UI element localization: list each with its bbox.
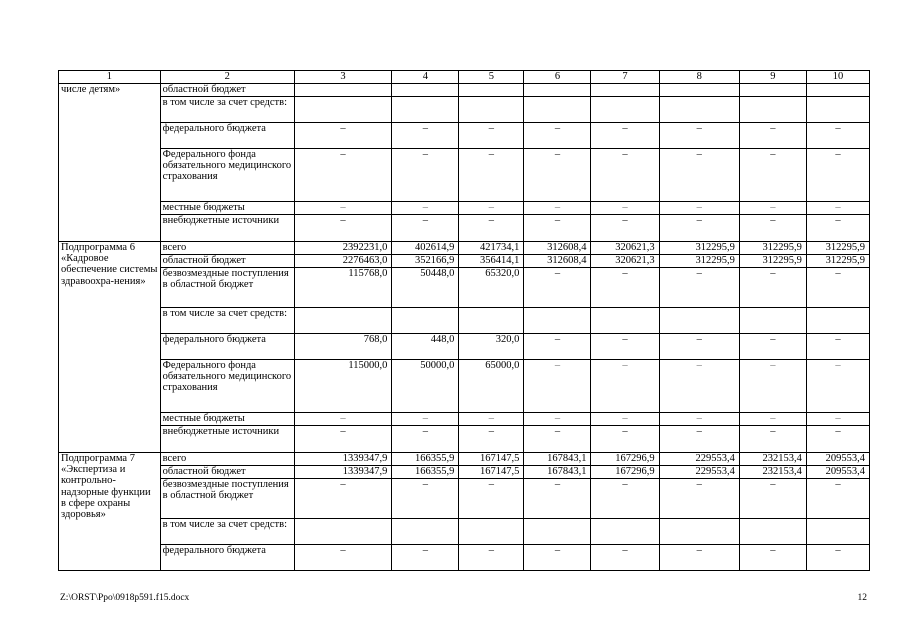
value-cell: 320621,3 (591, 255, 659, 268)
value-cell (392, 519, 459, 545)
value-cell: – (591, 202, 659, 215)
value-cell: – (392, 413, 459, 426)
value-cell: – (524, 413, 591, 426)
value-cell: – (739, 426, 806, 453)
value-cell (659, 519, 739, 545)
header-cell: 1 (59, 71, 161, 84)
value-cell: – (392, 202, 459, 215)
value-cell: 312295,9 (659, 255, 739, 268)
value-cell: – (294, 215, 392, 242)
value-cell: – (459, 202, 524, 215)
value-cell (591, 97, 659, 123)
value-cell (294, 308, 392, 334)
source-label-cell: местные бюджеты (160, 202, 294, 215)
value-cell (459, 97, 524, 123)
table-row (59, 202, 870, 215)
value-cell: 229553,4 (659, 466, 739, 479)
value-cell (659, 84, 739, 97)
value-cell: – (524, 334, 591, 360)
value-cell (659, 97, 739, 123)
value-cell: – (524, 479, 591, 519)
source-label-cell: федерального бюджета (160, 545, 294, 571)
value-cell: – (806, 334, 869, 360)
value-cell: 312608,4 (524, 255, 591, 268)
value-cell (659, 308, 739, 334)
value-cell: – (739, 149, 806, 202)
value-cell: – (459, 215, 524, 242)
source-label-cell: областной бюджет (160, 466, 294, 479)
header-cell: 3 (294, 71, 392, 84)
value-cell: – (806, 215, 869, 242)
value-cell (591, 308, 659, 334)
program-name-cell: числе детям» (59, 84, 161, 242)
value-cell: – (659, 202, 739, 215)
source-label-cell: безвозмездные поступления в областной бюджет (160, 479, 294, 519)
value-cell: – (294, 545, 392, 571)
value-cell: 448,0 (392, 334, 459, 360)
value-cell (739, 519, 806, 545)
value-cell: – (591, 426, 659, 453)
value-cell: 229553,4 (659, 453, 739, 466)
value-cell: – (591, 215, 659, 242)
value-cell: – (739, 413, 806, 426)
value-cell: – (591, 545, 659, 571)
value-cell: 167296,9 (591, 453, 659, 466)
value-cell (591, 84, 659, 97)
value-cell: – (806, 545, 869, 571)
footer-page-number: 12 (857, 593, 867, 603)
value-cell: 65320,0 (459, 268, 524, 308)
value-cell: – (591, 334, 659, 360)
budget-table (58, 70, 870, 571)
value-cell (806, 84, 869, 97)
value-cell: – (392, 479, 459, 519)
table-row (59, 545, 870, 571)
value-cell: – (806, 413, 869, 426)
value-cell: 232153,4 (739, 466, 806, 479)
value-cell (392, 84, 459, 97)
value-cell: – (739, 545, 806, 571)
value-cell: 352166,9 (392, 255, 459, 268)
table-row (59, 479, 870, 519)
value-cell: 312295,9 (659, 242, 739, 255)
value-cell: 1339347,9 (294, 453, 392, 466)
value-cell: – (659, 479, 739, 519)
source-label-cell: в том числе за счет средств: (160, 308, 294, 334)
value-cell: – (524, 123, 591, 149)
value-cell: – (459, 479, 524, 519)
table-row (59, 453, 870, 466)
value-cell: – (659, 413, 739, 426)
table-row (59, 360, 870, 413)
value-cell (459, 84, 524, 97)
source-label-cell: федерального бюджета (160, 334, 294, 360)
value-cell: – (659, 268, 739, 308)
table-row (59, 466, 870, 479)
header-cell: 2 (160, 71, 294, 84)
value-cell: – (524, 426, 591, 453)
value-cell: – (392, 215, 459, 242)
value-cell: 320621,3 (591, 242, 659, 255)
source-label-cell: областной бюджет (160, 255, 294, 268)
value-cell: 768,0 (294, 334, 392, 360)
table-row (59, 149, 870, 202)
value-cell: 209553,4 (806, 453, 869, 466)
header-cell: 5 (459, 71, 524, 84)
value-cell: – (659, 215, 739, 242)
table-row (59, 413, 870, 426)
value-cell: 167147,5 (459, 453, 524, 466)
header-cell: 9 (739, 71, 806, 84)
value-cell (294, 97, 392, 123)
source-label-cell: всего (160, 453, 294, 466)
value-cell: – (294, 202, 392, 215)
value-cell (591, 519, 659, 545)
table-row (59, 308, 870, 334)
value-cell: – (392, 123, 459, 149)
value-cell (294, 519, 392, 545)
value-cell: 167843,1 (524, 453, 591, 466)
value-cell: – (659, 334, 739, 360)
value-cell: – (591, 479, 659, 519)
program-name-cell: Подпрограмма 6 «Кадровое обеспечение системы здравоохра-нения» (59, 242, 161, 453)
header-cell: 6 (524, 71, 591, 84)
source-label-cell: Федерального фонда обязательного медицинского страхования (160, 149, 294, 202)
table-row (59, 123, 870, 149)
value-cell: – (659, 360, 739, 413)
value-cell (739, 308, 806, 334)
value-cell (524, 519, 591, 545)
value-cell (739, 97, 806, 123)
source-label-cell: областной бюджет (160, 84, 294, 97)
value-cell: 167843,1 (524, 466, 591, 479)
value-cell: 167296,9 (591, 466, 659, 479)
value-cell: – (459, 123, 524, 149)
value-cell (806, 308, 869, 334)
value-cell: – (524, 268, 591, 308)
source-label-cell: внебюджетные источники (160, 215, 294, 242)
value-cell: – (739, 334, 806, 360)
value-cell: – (524, 215, 591, 242)
header-cell: 7 (591, 71, 659, 84)
value-cell: – (739, 202, 806, 215)
value-cell: 1339347,9 (294, 466, 392, 479)
value-cell: – (806, 268, 869, 308)
table-row (59, 334, 870, 360)
value-cell: – (524, 545, 591, 571)
value-cell: 312295,9 (739, 255, 806, 268)
value-cell: 50448,0 (392, 268, 459, 308)
value-cell: – (739, 479, 806, 519)
table-row (59, 97, 870, 123)
value-cell: 320,0 (459, 334, 524, 360)
value-cell: 209553,4 (806, 466, 869, 479)
source-label-cell: безвозмездные поступления в областной бюджет (160, 268, 294, 308)
value-cell: 402614,9 (392, 242, 459, 255)
value-cell: – (806, 149, 869, 202)
table-row (59, 426, 870, 453)
value-cell: 65000,0 (459, 360, 524, 413)
source-label-cell: в том числе за счет средств: (160, 97, 294, 123)
value-cell: 421734,1 (459, 242, 524, 255)
table-row (59, 268, 870, 308)
value-cell (739, 84, 806, 97)
value-cell: – (659, 123, 739, 149)
value-cell: – (659, 149, 739, 202)
value-cell: 167147,5 (459, 466, 524, 479)
value-cell: – (591, 149, 659, 202)
value-cell: – (739, 360, 806, 413)
table-row (59, 84, 870, 97)
value-cell: – (659, 545, 739, 571)
value-cell: – (459, 149, 524, 202)
value-cell (392, 97, 459, 123)
value-cell: – (294, 413, 392, 426)
value-cell (806, 97, 869, 123)
table-row (59, 519, 870, 545)
value-cell: – (806, 202, 869, 215)
value-cell: 2392231,0 (294, 242, 392, 255)
value-cell: 312295,9 (806, 255, 869, 268)
source-label-cell: всего (160, 242, 294, 255)
value-cell: 115768,0 (294, 268, 392, 308)
value-cell (524, 308, 591, 334)
value-cell: 166355,9 (392, 466, 459, 479)
value-cell: 312295,9 (806, 242, 869, 255)
value-cell: – (459, 426, 524, 453)
value-cell: 115000,0 (294, 360, 392, 413)
source-label-cell: внебюджетные источники (160, 426, 294, 453)
source-label-cell: федерального бюджета (160, 123, 294, 149)
value-cell: – (739, 123, 806, 149)
value-cell (294, 84, 392, 97)
value-cell: 312608,4 (524, 242, 591, 255)
source-label-cell: Федерального фонда обязательного медицинского страхования (160, 360, 294, 413)
table-row (59, 255, 870, 268)
value-cell: – (524, 360, 591, 413)
value-cell: – (806, 479, 869, 519)
value-cell: – (294, 149, 392, 202)
value-cell: – (294, 426, 392, 453)
table-body (59, 71, 870, 571)
value-cell: – (524, 202, 591, 215)
value-cell: – (591, 360, 659, 413)
table-row (59, 215, 870, 242)
value-cell: – (459, 545, 524, 571)
value-cell (459, 519, 524, 545)
header-cell: 10 (806, 71, 869, 84)
value-cell: – (459, 413, 524, 426)
value-cell: 232153,4 (739, 453, 806, 466)
value-cell: 2276463,0 (294, 255, 392, 268)
program-name-cell: Подпрограмма 7 «Экспертиза и контрольно-надзорные функции в сфере охраны здоровья» (59, 453, 161, 571)
footer-file-path: Z:\ORST\Ppo\0918p591.f15.docx (60, 593, 190, 603)
value-cell: – (392, 545, 459, 571)
value-cell: – (806, 123, 869, 149)
value-cell: – (806, 360, 869, 413)
value-cell (392, 308, 459, 334)
header-cell: 4 (392, 71, 459, 84)
value-cell: 50000,0 (392, 360, 459, 413)
value-cell (806, 519, 869, 545)
value-cell: – (659, 426, 739, 453)
value-cell: – (392, 426, 459, 453)
value-cell (524, 97, 591, 123)
value-cell: – (591, 413, 659, 426)
value-cell: – (294, 123, 392, 149)
header-cell: 8 (659, 71, 739, 84)
value-cell: – (524, 149, 591, 202)
table-row (59, 242, 870, 255)
value-cell: – (739, 215, 806, 242)
value-cell: – (591, 268, 659, 308)
value-cell: – (591, 123, 659, 149)
value-cell: – (392, 149, 459, 202)
value-cell: – (294, 479, 392, 519)
source-label-cell: в том числе за счет средств: (160, 519, 294, 545)
value-cell (524, 84, 591, 97)
value-cell: – (739, 268, 806, 308)
header-row (59, 71, 870, 84)
value-cell: – (806, 426, 869, 453)
value-cell: 312295,9 (739, 242, 806, 255)
value-cell: 356414,1 (459, 255, 524, 268)
source-label-cell: местные бюджеты (160, 413, 294, 426)
value-cell: 166355,9 (392, 453, 459, 466)
value-cell (459, 308, 524, 334)
